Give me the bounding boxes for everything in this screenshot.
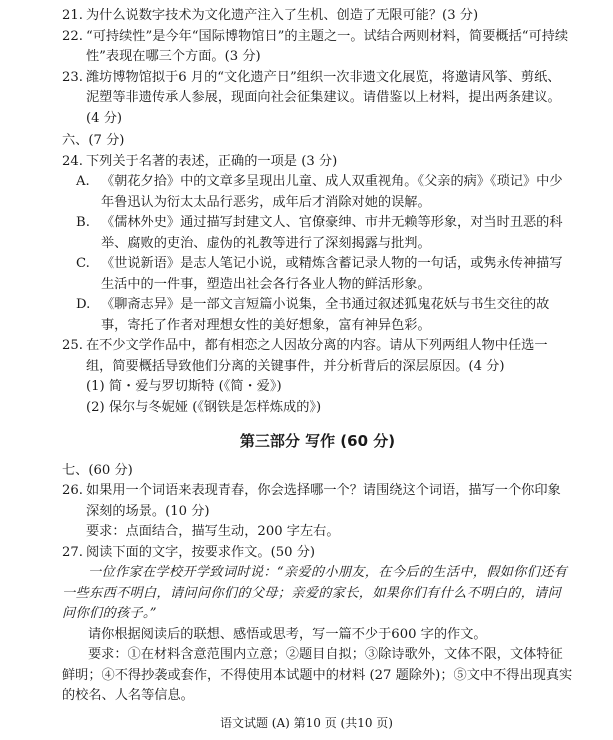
option-text: 《朝花夕拾》中的文章多呈现出儿童、成人双重视角。《父亲的病》《琐记》中少年鲁迅认为衍太太品行恶劣，成年后才消除对她的误解。	[101, 174, 563, 210]
question-text: 阅读下面的文字，按要求作文。(50 分)	[86, 544, 316, 560]
question-number: 22.	[62, 28, 83, 44]
question-text: 在不少文学作品中，都有相恋之人因故分离的内容。请从下列两组人物中任选一组，简要概括导致他们分离的关键事件，并分析背后的深层原因。(4 分)	[86, 338, 548, 374]
question-21	[62, 6, 573, 27]
question-text: 为什么说数字技术为文化遗产注入了生机、创造了无限可能？(3 分)	[86, 8, 479, 23]
question-number: 24.	[62, 153, 83, 169]
question-number: 23.	[62, 69, 83, 85]
option-d	[62, 295, 573, 336]
question-25-item-1: (1) 简・爱与罗切斯特 (《简・爱》)	[86, 379, 282, 394]
question-27-requirement: 要求：①在材料含意范围内立意；②题目自拟；③除诗歌外，文体不限，文体特征鲜明；④不得抄袭或套作，不得使用本试题中的材料 (27 题除外)；⑤文中不得出现真实的校名、人名等信息。	[62, 647, 573, 703]
question-27-quote: 一位作家在学校开学致词时说：“亲爱的小朋友，在今后的生活中，假如你们还有一些东西不明白，请问问你们的父母；亲爱的家长，如果你们有什么不明白的，请问问你们的孩子。”	[62, 565, 568, 621]
option-letter: A.	[76, 174, 90, 189]
part-3-title: 第三部分 写作 (60 分)	[239, 432, 396, 450]
option-letter: B.	[76, 215, 90, 230]
question-22	[62, 27, 573, 68]
question-text: “可持续性”是今年“国际博物馆日”的主题之一。试结合两则材料，简要概括“可持续性”表现在哪三个方面。(3 分)	[86, 28, 569, 64]
question-27-prompt: 请你根据阅读后的联想、感悟或思考，写一篇不少于600 字的作文。	[88, 626, 487, 642]
question-text: 下列关于名著的表述，正确的一项是 (3 分)	[86, 153, 338, 169]
option-a	[62, 172, 573, 213]
page-footer: 语文试题 (A) 第10 页 (共10 页)	[219, 716, 393, 730]
question-number: 25.	[62, 338, 83, 353]
question-23	[62, 68, 573, 130]
question-26	[62, 481, 573, 522]
option-c	[62, 254, 573, 295]
question-27	[62, 543, 573, 564]
question-25-item-2: (2) 保尔与冬妮娅 (《钢铁是怎样炼成的》)	[86, 399, 322, 415]
question-26-requirement: 要求：点面结合，描写生动，200 字左右。	[86, 524, 340, 539]
option-b	[62, 213, 573, 254]
question-24	[62, 152, 573, 173]
option-letter: C.	[76, 256, 90, 271]
question-number: 27.	[62, 544, 83, 560]
question-number: 21.	[62, 8, 83, 23]
section-6-heading: 六、(7 分)	[62, 133, 125, 148]
option-text: 《儒林外史》通过描写封建文人、官僚豪绅、市井无赖等形象，对当时丑恶的科举、腐败的吏治、虚伪的礼教等进行了深刻揭露与批判。	[101, 215, 563, 251]
option-letter: D.	[76, 297, 91, 312]
question-text: 潍坊博物馆拟于6 月的“文化遗产日”组织一次非遗文化展览，将邀请风筝、剪纸、泥塑等非遗传承人参展，现面向社会征集建议。请借鉴以上材料，提出两条建议。(4 分)	[86, 69, 561, 126]
question-25	[62, 336, 573, 377]
question-number: 26.	[62, 483, 83, 498]
question-text: 如果用一个词语来表现青春，你会选择哪一个？请围绕这个词语，描写一个你印象深刻的场景。(10 分)	[86, 483, 561, 519]
option-text: 《聊斋志异》是一部文言短篇小说集，全书通过叙述狐鬼花妖与书生交往的故事，寄托了作者对理想女性的美好想象，富有神异色彩。	[101, 297, 550, 333]
section-7-heading: 七、(60 分)	[62, 462, 133, 478]
option-text: 《世说新语》是志人笔记小说，或精炼含蓄记录人物的一句话，或隽永传神描写生活中的一件事，塑造出社会各行各业人物的鲜活形象。	[101, 256, 563, 292]
